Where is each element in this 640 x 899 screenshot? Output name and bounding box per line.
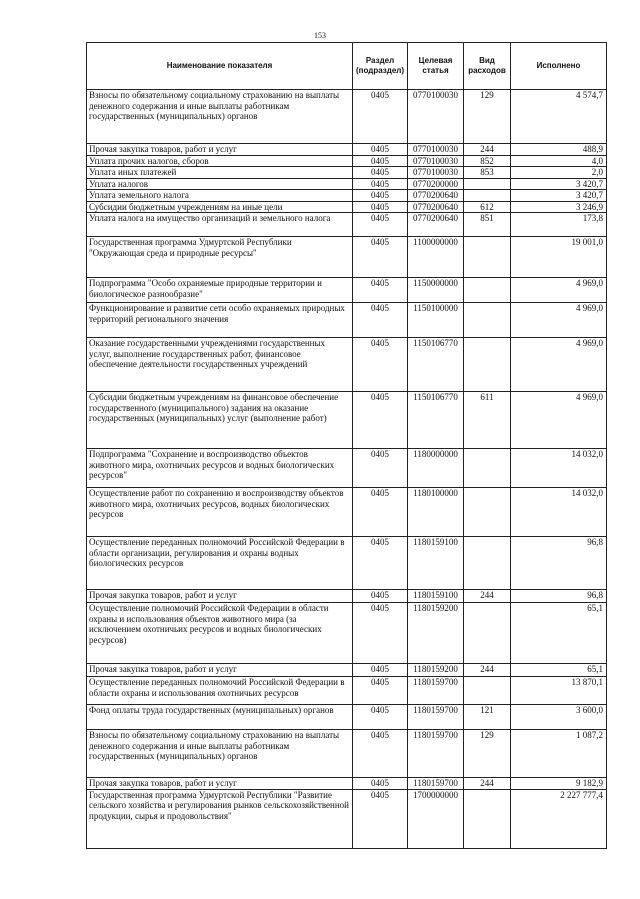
row-target: 0770200640 bbox=[408, 190, 464, 202]
row-type bbox=[464, 338, 511, 392]
row-section: 0405 bbox=[353, 278, 408, 303]
row-executed: 96,8 bbox=[511, 537, 607, 590]
row-target: 1700000000 bbox=[408, 789, 464, 848]
row-section: 0405 bbox=[353, 155, 408, 167]
row-section: 0405 bbox=[353, 338, 408, 392]
row-executed: 3 420,7 bbox=[511, 178, 607, 190]
row-type: 244 bbox=[464, 144, 511, 156]
row-section: 0405 bbox=[353, 537, 408, 590]
row-target: 1180000000 bbox=[408, 449, 464, 488]
table-body bbox=[87, 90, 607, 849]
header-executed: Исполнено bbox=[511, 43, 607, 90]
row-name: Подпрограмма "Сохранение и воспроизводство объектов животного мира, охотничьих ресурсов и водных биологических ресурсов" bbox=[87, 449, 353, 488]
row-target: 1180159700 bbox=[408, 677, 464, 705]
row-name: Взносы по обязательному социальному страхованию на выплаты денежного содержания и иные выплаты работникам государственных (муниципальных) органов bbox=[87, 730, 353, 778]
row-name: Осуществление переданных полномочий Российской Федерации в области охраны и использования охотничьих ресурсов bbox=[87, 677, 353, 705]
row-type: 851 bbox=[464, 213, 511, 237]
table-row bbox=[87, 201, 607, 213]
row-target: 1180100000 bbox=[408, 488, 464, 537]
row-target: 1180159200 bbox=[408, 664, 464, 677]
row-name: Уплата земельного налога bbox=[87, 190, 353, 202]
table-row bbox=[87, 190, 607, 202]
row-executed: 65,1 bbox=[511, 603, 607, 664]
row-executed: 4 969,0 bbox=[511, 338, 607, 392]
row-target: 0770200640 bbox=[408, 201, 464, 213]
row-section: 0405 bbox=[353, 213, 408, 237]
row-section: 0405 bbox=[353, 705, 408, 730]
row-name: Подпрограмма "Особо охраняемые природные территории и биологическое разнообразие" bbox=[87, 278, 353, 303]
row-name: Субсидии бюджетным учреждениям на финансовое обеспечение государственного (муниципального) задания на оказание государственных (муниципальных) услуг (выполнение работ) bbox=[87, 392, 353, 449]
row-section: 0405 bbox=[353, 664, 408, 677]
row-target: 1180159700 bbox=[408, 705, 464, 730]
row-section: 0405 bbox=[353, 677, 408, 705]
row-type bbox=[464, 278, 511, 303]
row-section: 0405 bbox=[353, 778, 408, 790]
row-name: Осуществление полномочий Российской Федерации в области охраны и использования объектов животного мира (за исключением охотничьих ресурсов и водных биологических ресурсов) bbox=[87, 603, 353, 664]
row-type bbox=[464, 488, 511, 537]
table-row bbox=[87, 488, 607, 537]
row-type: 612 bbox=[464, 201, 511, 213]
table-row bbox=[87, 392, 607, 449]
row-executed: 4 969,0 bbox=[511, 392, 607, 449]
row-section: 0405 bbox=[353, 90, 408, 144]
budget-table bbox=[86, 42, 607, 849]
row-target: 0770100030 bbox=[408, 144, 464, 156]
row-section: 0405 bbox=[353, 167, 408, 179]
row-name: Фонд оплаты труда государственных (муниципальных) органов bbox=[87, 705, 353, 730]
row-section: 0405 bbox=[353, 590, 408, 603]
row-section: 0405 bbox=[353, 488, 408, 537]
row-type bbox=[464, 449, 511, 488]
row-name: Уплата налога на имущество организаций и земельного налога bbox=[87, 213, 353, 237]
row-executed: 4,0 bbox=[511, 155, 607, 167]
row-name: Уплата налогов bbox=[87, 178, 353, 190]
row-executed: 19 001,0 bbox=[511, 237, 607, 278]
row-type bbox=[464, 677, 511, 705]
row-executed: 488,9 bbox=[511, 144, 607, 156]
row-type: 129 bbox=[464, 730, 511, 778]
row-name: Функционирование и развитие сети особо охраняемых природных территорий регионального значения bbox=[87, 303, 353, 338]
row-target: 0770200640 bbox=[408, 213, 464, 237]
row-name: Осуществление переданных полномочий Российской Федерации в области организации, регулирования и охраны водных биологических ресурсов bbox=[87, 537, 353, 590]
row-section: 0405 bbox=[353, 201, 408, 213]
row-executed: 2 227 777,4 bbox=[511, 789, 607, 848]
row-target: 1180159100 bbox=[408, 537, 464, 590]
table-row bbox=[87, 155, 607, 167]
table-row bbox=[87, 778, 607, 790]
table-row bbox=[87, 537, 607, 590]
row-executed: 173,8 bbox=[511, 213, 607, 237]
table-row bbox=[87, 90, 607, 144]
table-row bbox=[87, 338, 607, 392]
row-name: Прочая закупка товаров, работ и услуг bbox=[87, 590, 353, 603]
row-name: Взносы по обязательному социальному страхованию на выплаты денежного содержания и иные выплаты работникам государственных (муниципальных) органов bbox=[87, 90, 353, 144]
table-row bbox=[87, 705, 607, 730]
table-row bbox=[87, 178, 607, 190]
row-section: 0405 bbox=[353, 730, 408, 778]
table-row bbox=[87, 789, 607, 848]
table-row bbox=[87, 278, 607, 303]
row-name: Уплата прочих налогов, сборов bbox=[87, 155, 353, 167]
row-name: Государственная программа Удмуртской Республики "Окружающая среда и природные ресурсы" bbox=[87, 237, 353, 278]
row-section: 0405 bbox=[353, 190, 408, 202]
row-target: 1180159700 bbox=[408, 778, 464, 790]
row-target: 1150000000 bbox=[408, 278, 464, 303]
row-target: 1180159100 bbox=[408, 590, 464, 603]
table-row bbox=[87, 730, 607, 778]
row-name: Прочая закупка товаров, работ и услуг bbox=[87, 778, 353, 790]
header-type: Вид расходов bbox=[464, 43, 511, 90]
table-row bbox=[87, 603, 607, 664]
row-section: 0405 bbox=[353, 303, 408, 338]
row-executed: 3 600,0 bbox=[511, 705, 607, 730]
row-type bbox=[464, 237, 511, 278]
table-row bbox=[87, 144, 607, 156]
row-section: 0405 bbox=[353, 237, 408, 278]
row-section: 0405 bbox=[353, 178, 408, 190]
row-type: 611 bbox=[464, 392, 511, 449]
row-type: 852 bbox=[464, 155, 511, 167]
header-section: Раздел (подраздел) bbox=[353, 43, 408, 90]
table-row bbox=[87, 677, 607, 705]
row-type bbox=[464, 789, 511, 848]
row-target: 0770100030 bbox=[408, 155, 464, 167]
row-target: 1180159700 bbox=[408, 730, 464, 778]
row-type: 129 bbox=[464, 90, 511, 144]
row-target: 1150106770 bbox=[408, 392, 464, 449]
row-section: 0405 bbox=[353, 392, 408, 449]
table-row bbox=[87, 237, 607, 278]
row-executed: 96,8 bbox=[511, 590, 607, 603]
row-executed: 1 087,2 bbox=[511, 730, 607, 778]
row-executed: 14 032,0 bbox=[511, 488, 607, 537]
row-type: 244 bbox=[464, 664, 511, 677]
row-target: 0770100030 bbox=[408, 90, 464, 144]
row-name: Субсидии бюджетным учреждениям на иные цели bbox=[87, 201, 353, 213]
row-target: 1150100000 bbox=[408, 303, 464, 338]
table-row bbox=[87, 449, 607, 488]
table-row bbox=[87, 303, 607, 338]
row-executed: 9 182,9 bbox=[511, 778, 607, 790]
row-executed: 3 420,7 bbox=[511, 190, 607, 202]
row-section: 0405 bbox=[353, 789, 408, 848]
row-executed: 3 246,9 bbox=[511, 201, 607, 213]
row-name: Прочая закупка товаров, работ и услуг bbox=[87, 664, 353, 677]
row-target: 1100000000 bbox=[408, 237, 464, 278]
row-executed: 65,1 bbox=[511, 664, 607, 677]
table-row bbox=[87, 213, 607, 237]
row-target: 1180159200 bbox=[408, 603, 464, 664]
row-type: 244 bbox=[464, 778, 511, 790]
row-executed: 2,0 bbox=[511, 167, 607, 179]
row-section: 0405 bbox=[353, 144, 408, 156]
row-type: 853 bbox=[464, 167, 511, 179]
row-name: Оказание государственными учреждениями государственных услуг, выполнение государственных работ, финансовое обеспечение деятельности государственных учреждений bbox=[87, 338, 353, 392]
header-target: Целевая статья bbox=[408, 43, 464, 90]
header-row bbox=[87, 43, 607, 90]
row-name: Государственная программа Удмуртской Республики "Развитие сельского хозяйства и регулирования рынков сельскохозяйственной продукции, сырья и продовольствия" bbox=[87, 789, 353, 848]
row-type: 121 bbox=[464, 705, 511, 730]
row-name: Осуществление работ по сохранению и воспроизводству объектов животного мира, охотничьих ресурсов, водных биологических ресурсов bbox=[87, 488, 353, 537]
row-section: 0405 bbox=[353, 449, 408, 488]
row-type bbox=[464, 178, 511, 190]
table-row bbox=[87, 167, 607, 179]
row-executed: 4 969,0 bbox=[511, 278, 607, 303]
row-type bbox=[464, 303, 511, 338]
row-executed: 13 870,1 bbox=[511, 677, 607, 705]
header-name: Наименование показателя bbox=[87, 43, 353, 90]
table-row bbox=[87, 664, 607, 677]
row-target: 0770100030 bbox=[408, 167, 464, 179]
row-executed: 14 032,0 bbox=[511, 449, 607, 488]
table-row bbox=[87, 590, 607, 603]
row-type: 244 bbox=[464, 590, 511, 603]
row-type bbox=[464, 537, 511, 590]
row-executed: 4 969,0 bbox=[511, 303, 607, 338]
row-target: 0770200000 bbox=[408, 178, 464, 190]
row-type bbox=[464, 190, 511, 202]
row-type bbox=[464, 603, 511, 664]
row-executed: 4 574,7 bbox=[511, 90, 607, 144]
row-name: Уплата иных платежей bbox=[87, 167, 353, 179]
page-number: 153 bbox=[314, 31, 326, 40]
row-section: 0405 bbox=[353, 603, 408, 664]
row-name: Прочая закупка товаров, работ и услуг bbox=[87, 144, 353, 156]
row-target: 1150106770 bbox=[408, 338, 464, 392]
